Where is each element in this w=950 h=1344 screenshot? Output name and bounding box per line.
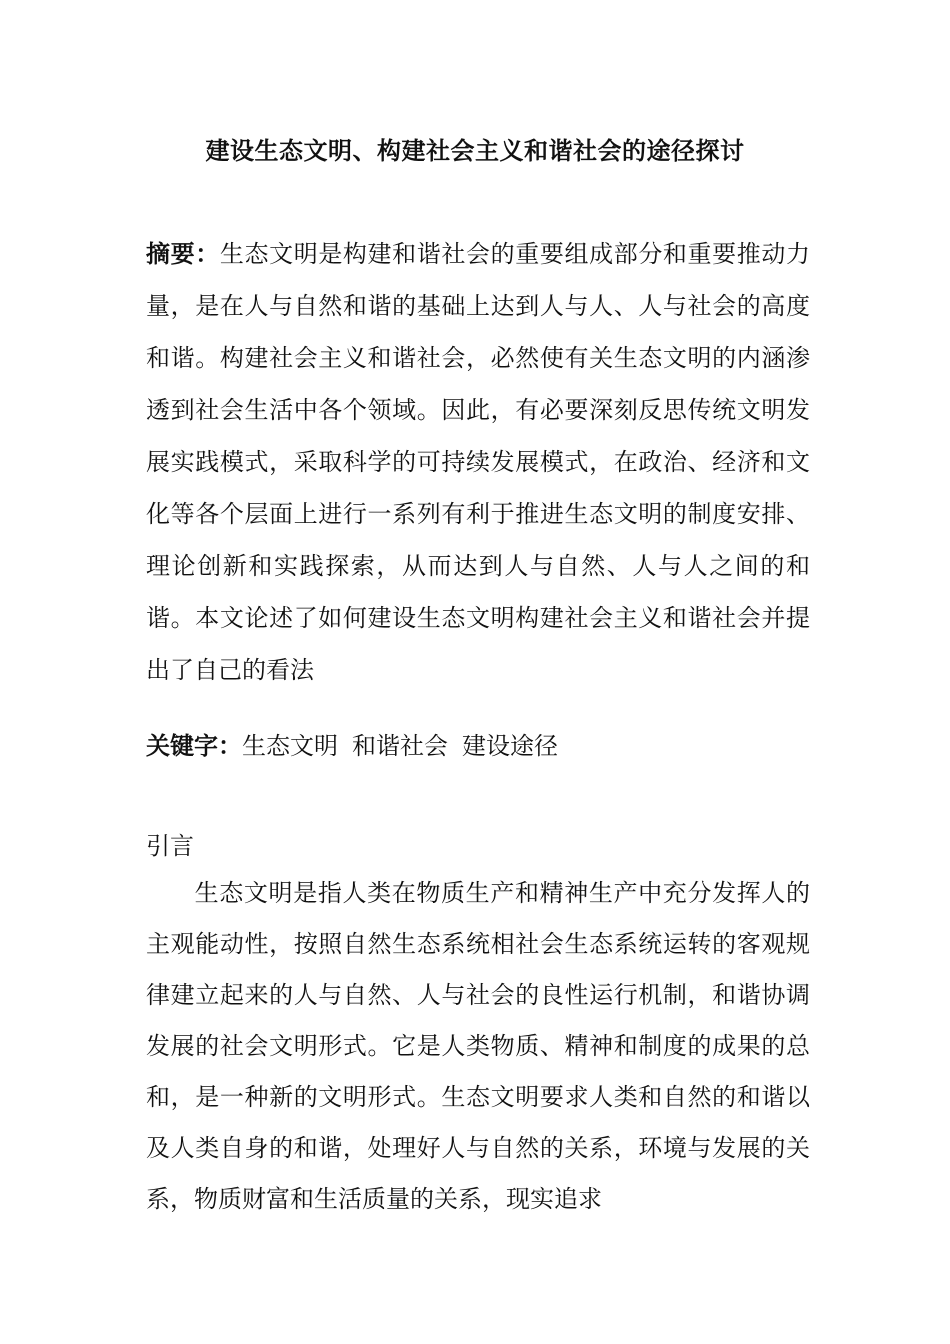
document-title: 建设生态文明、构建社会主义和谐社会的途径探讨 bbox=[205, 137, 745, 165]
keyword-item: 建设途径 bbox=[462, 732, 558, 760]
introduction-paragraph bbox=[146, 868, 810, 1225]
abstract-label: 摘要： bbox=[146, 240, 220, 268]
keyword-item: 生态文明 bbox=[242, 732, 338, 760]
abstract-section bbox=[146, 228, 810, 696]
keywords-label: 关键字： bbox=[146, 732, 242, 760]
abstract-text: 生态文明是构建和谐社会的重要组成部分和重要推动力量，是在人与自然和谐的基础上达到人与人、人与社会的高度和谐。构建社会主义和谐社会，必然使有关生态文明的内涵渗透到社会生活中各个领域。因此，有必要深刻反思传统文明发展实践模式，采取科学的可持续发展模式，在政治、经济和文化等各个层面上进行一系列有利于推进生态文明的制度安排、理论创新和实践探索，从而达到人与自然、人与人之间的和谐。本文论述了如何建设生态文明构建社会主义和谐社会并提出了自己的看法 bbox=[146, 240, 811, 684]
introduction-heading: 引言 bbox=[146, 832, 194, 860]
introduction-text: 生态文明是指人类在物质生产和精神生产中充分发挥人的主观能动性，按照自然生态系统相社会生态系统运转的客观规律建立起来的人与自然、人与社会的良性运行机制，和谐协调发展的社会文明形式。它是人类物质、精神和制度的成果的总和，是一种新的文明形式。生态文明要求人类和自然的和谐以及人类自身的和谐，处理好人与自然的关系，环境与发展的关系，物质财富和生活质量的关系，现实追求 bbox=[146, 879, 810, 1213]
keywords-section bbox=[146, 727, 810, 765]
keyword-item: 和谐社会 bbox=[352, 732, 448, 760]
